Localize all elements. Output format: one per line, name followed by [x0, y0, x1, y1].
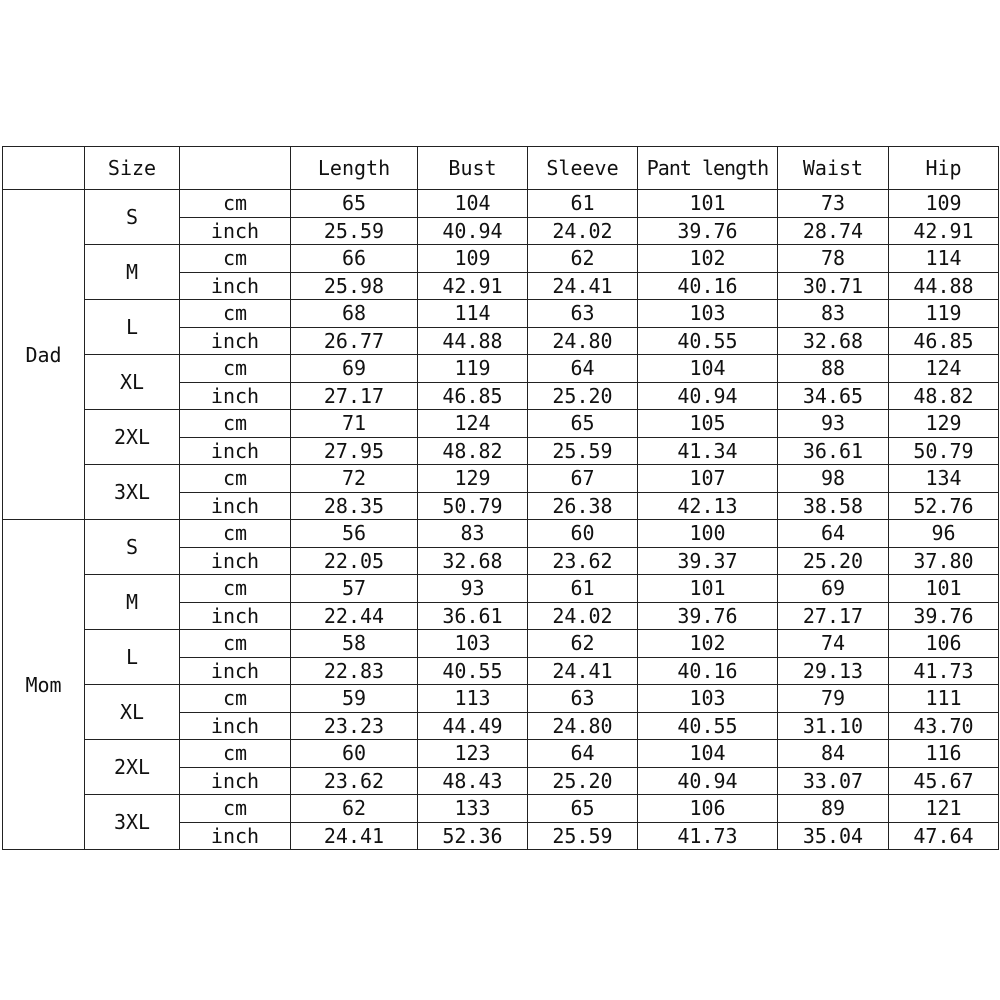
measurement-cell: 105: [638, 410, 778, 438]
measurement-cell: 109: [889, 190, 999, 218]
measurement-cell: 23.62: [291, 767, 418, 795]
measurement-cell: 25.59: [291, 217, 418, 245]
size-label: M: [85, 575, 180, 630]
measurement-cell: 104: [638, 355, 778, 383]
measurement-cell: 48.82: [889, 382, 999, 410]
measurement-cell: 25.59: [528, 822, 638, 850]
measurement-cell: 44.88: [889, 272, 999, 300]
measurement-cell: 24.41: [528, 657, 638, 685]
header-unit: [180, 147, 291, 190]
measurement-cell: 45.67: [889, 767, 999, 795]
unit-label: cm: [180, 465, 291, 493]
measurement-cell: 52.76: [889, 492, 999, 520]
measurement-cell: 62: [528, 630, 638, 658]
measurement-cell: 101: [638, 190, 778, 218]
measurement-cell: 40.16: [638, 657, 778, 685]
measurement-cell: 24.41: [528, 272, 638, 300]
measurement-cell: 27.95: [291, 437, 418, 465]
measurement-cell: 24.80: [528, 712, 638, 740]
header-size: Size: [85, 147, 180, 190]
measurement-cell: 74: [778, 630, 889, 658]
measurement-cell: 103: [418, 630, 528, 658]
measurement-cell: 44.88: [418, 327, 528, 355]
measurement-cell: 46.85: [889, 327, 999, 355]
size-label: XL: [85, 685, 180, 740]
measurement-cell: 29.13: [778, 657, 889, 685]
measurement-cell: 60: [528, 520, 638, 548]
measurement-cell: 27.17: [291, 382, 418, 410]
unit-label: cm: [180, 300, 291, 328]
measurement-cell: 88: [778, 355, 889, 383]
size-label: S: [85, 190, 180, 245]
measurement-cell: 44.49: [418, 712, 528, 740]
measurement-cell: 104: [418, 190, 528, 218]
measurement-cell: 25.20: [778, 547, 889, 575]
measurement-cell: 39.76: [638, 602, 778, 630]
measurement-cell: 38.58: [778, 492, 889, 520]
measurement-cell: 64: [778, 520, 889, 548]
measurement-cell: 52.36: [418, 822, 528, 850]
measurement-cell: 59: [291, 685, 418, 713]
table-row: [3, 190, 999, 218]
measurement-cell: 102: [638, 630, 778, 658]
unit-label: cm: [180, 410, 291, 438]
measurement-cell: 23.62: [528, 547, 638, 575]
measurement-cell: 65: [528, 795, 638, 823]
measurement-cell: 57: [291, 575, 418, 603]
measurement-cell: 50.79: [418, 492, 528, 520]
measurement-cell: 104: [638, 740, 778, 768]
unit-label: inch: [180, 327, 291, 355]
measurement-cell: 98: [778, 465, 889, 493]
size-label: L: [85, 300, 180, 355]
unit-label: cm: [180, 190, 291, 218]
measurement-cell: 129: [889, 410, 999, 438]
header-sleeve: Sleeve: [528, 147, 638, 190]
measurement-cell: 84: [778, 740, 889, 768]
measurement-cell: 58: [291, 630, 418, 658]
unit-label: inch: [180, 657, 291, 685]
measurement-cell: 101: [638, 575, 778, 603]
measurement-cell: 102: [638, 245, 778, 273]
measurement-cell: 119: [418, 355, 528, 383]
measurement-cell: 103: [638, 685, 778, 713]
measurement-cell: 63: [528, 685, 638, 713]
measurement-cell: 43.70: [889, 712, 999, 740]
group-label: Dad: [3, 190, 85, 520]
measurement-cell: 68: [291, 300, 418, 328]
measurement-cell: 40.55: [638, 712, 778, 740]
measurement-cell: 79: [778, 685, 889, 713]
unit-label: cm: [180, 245, 291, 273]
unit-label: inch: [180, 767, 291, 795]
measurement-cell: 119: [889, 300, 999, 328]
size-label: 2XL: [85, 740, 180, 795]
unit-label: inch: [180, 602, 291, 630]
size-chart-table: [2, 146, 999, 850]
measurement-cell: 65: [528, 410, 638, 438]
measurement-cell: 41.34: [638, 437, 778, 465]
measurement-cell: 48.43: [418, 767, 528, 795]
size-label: XL: [85, 355, 180, 410]
table-row: [3, 410, 999, 438]
measurement-cell: 93: [418, 575, 528, 603]
table-row: [3, 300, 999, 328]
unit-label: cm: [180, 685, 291, 713]
measurement-cell: 26.77: [291, 327, 418, 355]
measurement-cell: 40.94: [638, 767, 778, 795]
measurement-cell: 42.91: [889, 217, 999, 245]
measurement-cell: 34.65: [778, 382, 889, 410]
table-row: [3, 355, 999, 383]
size-chart-body: [3, 190, 999, 850]
measurement-cell: 22.44: [291, 602, 418, 630]
measurement-cell: 22.05: [291, 547, 418, 575]
measurement-cell: 28.35: [291, 492, 418, 520]
header-row: [3, 147, 999, 190]
measurement-cell: 39.76: [889, 602, 999, 630]
measurement-cell: 31.10: [778, 712, 889, 740]
measurement-cell: 93: [778, 410, 889, 438]
header-pant-length: Pant length: [638, 147, 778, 190]
measurement-cell: 64: [528, 355, 638, 383]
measurement-cell: 40.16: [638, 272, 778, 300]
measurement-cell: 106: [889, 630, 999, 658]
measurement-cell: 48.82: [418, 437, 528, 465]
measurement-cell: 33.07: [778, 767, 889, 795]
measurement-cell: 62: [528, 245, 638, 273]
measurement-cell: 24.02: [528, 217, 638, 245]
measurement-cell: 66: [291, 245, 418, 273]
measurement-cell: 60: [291, 740, 418, 768]
measurement-cell: 123: [418, 740, 528, 768]
size-label: M: [85, 245, 180, 300]
measurement-cell: 50.79: [889, 437, 999, 465]
measurement-cell: 25.59: [528, 437, 638, 465]
measurement-cell: 121: [889, 795, 999, 823]
measurement-cell: 114: [418, 300, 528, 328]
measurement-cell: 32.68: [418, 547, 528, 575]
measurement-cell: 32.68: [778, 327, 889, 355]
unit-label: cm: [180, 355, 291, 383]
unit-label: inch: [180, 217, 291, 245]
measurement-cell: 39.37: [638, 547, 778, 575]
measurement-cell: 40.94: [418, 217, 528, 245]
measurement-cell: 22.83: [291, 657, 418, 685]
measurement-cell: 73: [778, 190, 889, 218]
header-blank-cell: [3, 147, 85, 190]
header-hip: Hip: [889, 147, 999, 190]
measurement-cell: 107: [638, 465, 778, 493]
measurement-cell: 124: [418, 410, 528, 438]
unit-label: cm: [180, 575, 291, 603]
measurement-cell: 46.85: [418, 382, 528, 410]
measurement-cell: 41.73: [638, 822, 778, 850]
header-bust: Bust: [418, 147, 528, 190]
measurement-cell: 36.61: [418, 602, 528, 630]
measurement-cell: 35.04: [778, 822, 889, 850]
measurement-cell: 41.73: [889, 657, 999, 685]
unit-label: inch: [180, 547, 291, 575]
measurement-cell: 36.61: [778, 437, 889, 465]
size-label: 2XL: [85, 410, 180, 465]
header-length: Length: [291, 147, 418, 190]
unit-label: inch: [180, 712, 291, 740]
unit-label: cm: [180, 630, 291, 658]
measurement-cell: 27.17: [778, 602, 889, 630]
measurement-cell: 40.55: [638, 327, 778, 355]
measurement-cell: 109: [418, 245, 528, 273]
measurement-cell: 100: [638, 520, 778, 548]
measurement-cell: 61: [528, 190, 638, 218]
measurement-cell: 78: [778, 245, 889, 273]
table-row: [3, 465, 999, 493]
measurement-cell: 40.55: [418, 657, 528, 685]
measurement-cell: 67: [528, 465, 638, 493]
measurement-cell: 62: [291, 795, 418, 823]
size-label: 3XL: [85, 465, 180, 520]
unit-label: inch: [180, 382, 291, 410]
measurement-cell: 116: [889, 740, 999, 768]
measurement-cell: 23.23: [291, 712, 418, 740]
header-waist: Waist: [778, 147, 889, 190]
measurement-cell: 25.98: [291, 272, 418, 300]
size-label: 3XL: [85, 795, 180, 850]
measurement-cell: 129: [418, 465, 528, 493]
measurement-cell: 56: [291, 520, 418, 548]
measurement-cell: 72: [291, 465, 418, 493]
measurement-cell: 83: [778, 300, 889, 328]
measurement-cell: 37.80: [889, 547, 999, 575]
measurement-cell: 42.91: [418, 272, 528, 300]
measurement-cell: 63: [528, 300, 638, 328]
measurement-cell: 42.13: [638, 492, 778, 520]
measurement-cell: 96: [889, 520, 999, 548]
table-row: [3, 795, 999, 823]
measurement-cell: 124: [889, 355, 999, 383]
unit-label: inch: [180, 492, 291, 520]
measurement-cell: 89: [778, 795, 889, 823]
measurement-cell: 71: [291, 410, 418, 438]
measurement-cell: 101: [889, 575, 999, 603]
unit-label: cm: [180, 740, 291, 768]
measurement-cell: 24.02: [528, 602, 638, 630]
measurement-cell: 64: [528, 740, 638, 768]
measurement-cell: 83: [418, 520, 528, 548]
unit-label: inch: [180, 272, 291, 300]
table-row: [3, 575, 999, 603]
unit-label: cm: [180, 520, 291, 548]
measurement-cell: 103: [638, 300, 778, 328]
size-label: L: [85, 630, 180, 685]
table-row: [3, 245, 999, 273]
measurement-cell: 61: [528, 575, 638, 603]
measurement-cell: 30.71: [778, 272, 889, 300]
measurement-cell: 69: [291, 355, 418, 383]
unit-label: inch: [180, 822, 291, 850]
measurement-cell: 24.80: [528, 327, 638, 355]
table-row: [3, 685, 999, 713]
measurement-cell: 113: [418, 685, 528, 713]
measurement-cell: 28.74: [778, 217, 889, 245]
table-row: [3, 520, 999, 548]
measurement-cell: 39.76: [638, 217, 778, 245]
measurement-cell: 114: [889, 245, 999, 273]
measurement-cell: 25.20: [528, 767, 638, 795]
measurement-cell: 111: [889, 685, 999, 713]
measurement-cell: 26.38: [528, 492, 638, 520]
measurement-cell: 25.20: [528, 382, 638, 410]
unit-label: cm: [180, 795, 291, 823]
measurement-cell: 65: [291, 190, 418, 218]
measurement-cell: 106: [638, 795, 778, 823]
measurement-cell: 24.41: [291, 822, 418, 850]
size-label: S: [85, 520, 180, 575]
measurement-cell: 47.64: [889, 822, 999, 850]
table-row: [3, 740, 999, 768]
table-row: [3, 630, 999, 658]
measurement-cell: 134: [889, 465, 999, 493]
measurement-cell: 69: [778, 575, 889, 603]
unit-label: inch: [180, 437, 291, 465]
measurement-cell: 40.94: [638, 382, 778, 410]
measurement-cell: 133: [418, 795, 528, 823]
group-label: Mom: [3, 520, 85, 850]
